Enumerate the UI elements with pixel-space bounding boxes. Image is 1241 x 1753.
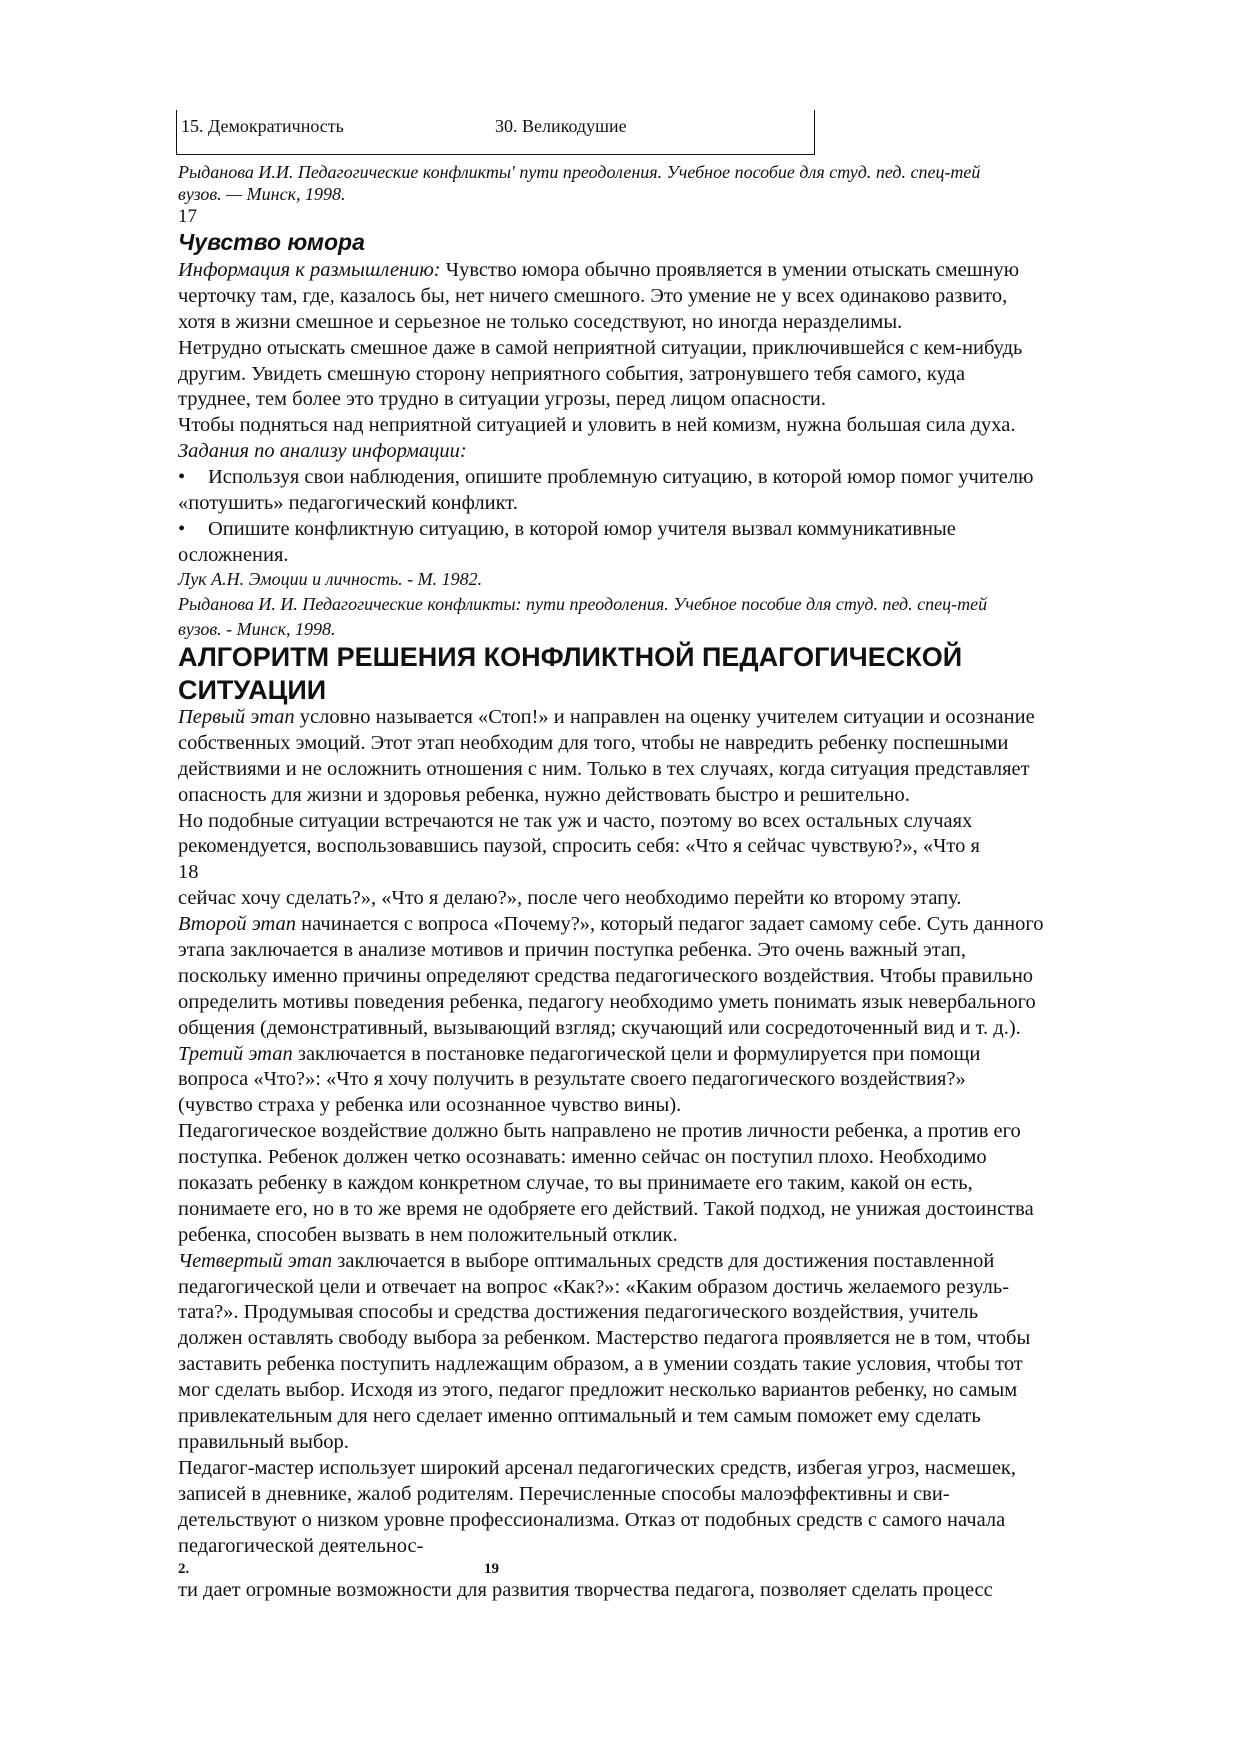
line-text: сейчас хочу сделать?», «Что я делаю?», после чего необходимо перейти ко второму этапу.	[178, 887, 962, 910]
algorithm-text	[178, 705, 1043, 1559]
text-line	[178, 1300, 1043, 1326]
line-text: поступка. Ребенок должен четко осознавать: именно сейчас он поступил плохо. Необходимо	[178, 1146, 987, 1169]
text-line	[178, 783, 1043, 809]
text-line	[178, 1223, 1043, 1249]
line-text: понимаете его, но в то же время не одобряете его действий. Такой подход, не унижая достоинства	[178, 1197, 1034, 1220]
line-text: осложнения.	[178, 543, 289, 566]
line-text: детельствуют о низком уровне профессионализма. Отказ от подобных средств с самого начала	[178, 1508, 1006, 1531]
text-line	[178, 938, 1043, 964]
line-text: педагогической цели и отвечает на вопрос «Как?»: «Каким образом достичь желаемого резуль-	[178, 1275, 1010, 1298]
line-text: Опишите конфликтную ситуацию, в которой юмор учителя вызвал коммуникативные	[208, 517, 956, 540]
italic-lead: Информация к размышлению:	[178, 259, 441, 281]
line-text: заключается в выборе оптимальных средств для достижения поставленной	[332, 1249, 995, 1272]
text-line	[178, 439, 1033, 465]
citation-line: вузов. — Минск, 1998.	[178, 184, 346, 204]
line-text: должен оставлять свободу выбора за ребенком. Мастерство педагога проявляется не в том, чтобы	[178, 1327, 1031, 1350]
line-text: тата?». Продумывая способы и средства достижения педагогического воздействия, учитель	[178, 1301, 979, 1324]
text-line	[178, 1093, 1043, 1119]
line-text: мог сделать выбор. Исходя из этого, педагог предложит несколько вариантов ребенку, но самым	[178, 1379, 1018, 1402]
text-line	[178, 860, 1043, 886]
line-text: черточку там, где, казалось бы, нет ничего смешного. Это умение не у всех одинаково развито,	[178, 284, 1008, 307]
line-text: Чтобы подняться над неприятной ситуацией и уловить в ней комизм, нужна большая сила духа.	[178, 414, 1016, 437]
line-text: хотя в жизни смешное и серьезное не только соседствуют, но иногда неразделимы.	[178, 310, 903, 333]
text-line	[178, 1249, 1043, 1275]
text-line	[178, 1482, 1043, 1508]
line-text: 18	[178, 861, 199, 884]
table-cell-30: 30. Великодушие	[495, 116, 627, 136]
page-number-17: 17	[178, 206, 197, 227]
text-line	[178, 336, 1033, 362]
line-text: Но подобные ситуации встречаются не так уж и часто, поэтому во всех остальных случаях	[178, 809, 973, 832]
text-line	[178, 543, 1033, 569]
line-text: Педагогическое воздействие должно быть направлено не против личности ребенка, а против его	[178, 1120, 1021, 1143]
line-text: показать ребенку в каждом конкретном случае, то вы принимаете его таким, какой он есть,	[178, 1172, 973, 1195]
algorithm-heading	[178, 641, 962, 707]
text-line	[178, 1352, 1043, 1378]
text-line	[178, 1171, 1043, 1197]
line-text: Педагог-мастер использует широкий арсенал педагогических средств, избегая угроз, насмешек,	[178, 1456, 1016, 1479]
line-text: ребенка, способен вызвать в нем положительный отклик.	[178, 1223, 678, 1246]
text-line	[178, 1508, 1043, 1534]
text-line	[178, 705, 1043, 731]
text-line	[178, 1534, 1043, 1560]
text-line	[178, 1378, 1043, 1404]
continuation-line: ти дает огромные возможности для развития творчества педагога, позволяет сделать процесс	[178, 1579, 993, 1601]
line-text: заставить ребенка поступить надлежащим образом, а в умении создать такие условия, чтобы тот	[178, 1353, 1023, 1376]
line-text: записей в дневнике, жалоб родителям. Перечисленные способы малоэффективны и сви-	[178, 1482, 950, 1505]
text-line	[178, 1456, 1043, 1482]
text-line	[178, 990, 1043, 1016]
line-text: этапа заключается в анализе мотивов и причин поступка ребенка. Это очень важный этап,	[178, 939, 966, 962]
text-line	[178, 1042, 1043, 1068]
line-text: другим. Увидеть смешную сторону неприятного события, затронувшего тебя самого, куда	[178, 362, 966, 385]
line-text: Используя свои наблюдения, опишите проблемную ситуацию, в которой юмор помог учителю	[208, 466, 1034, 489]
text-line	[178, 387, 1033, 413]
line-text: условно называется «Стоп!» и направлен на оценку учителем ситуации и осознание	[294, 706, 1035, 728]
text-line	[178, 1326, 1043, 1352]
text-line	[178, 1016, 1043, 1042]
citation-line: Рыданова И.И. Педагогические конфликты' пути преодоления. Учебное пособие для студ. пед. спец-тей	[178, 162, 981, 182]
text-line	[178, 1067, 1043, 1093]
text-line	[178, 258, 1033, 284]
text-line	[178, 1430, 1043, 1456]
text-line	[178, 964, 1043, 990]
line-text: вопроса «Что?»: «Что я хочу получить в результате своего педагогического воздействия?»	[178, 1068, 966, 1091]
italic-lead: Первый этап	[178, 706, 295, 728]
line-text: собственных эмоций. Этот этап необходим для того, чтобы не навредить ребенку поспешными	[178, 731, 1009, 754]
line-text: поскольку именно причины определяют средства педагогического воздействия. Чтобы правильно	[178, 964, 1034, 987]
text-line	[178, 809, 1043, 835]
italic-lead: Третий этап	[178, 1042, 293, 1065]
text-line: Лук А.Н. Эмоции и личность. - М. 1982.	[178, 569, 483, 589]
section-heading-humor: Чувство юмора	[178, 229, 365, 255]
line-text: правильный выбор.	[178, 1430, 349, 1453]
line-text: Нетрудно отыскать смешное даже в самой неприятной ситуации, приключившейся с кем-нибудь	[178, 336, 1023, 359]
italic-lead: Задания по анализу информации:	[178, 440, 467, 463]
italic-lead: Второй этап	[178, 913, 297, 936]
line-text: определить мотивы поведения ребенка, педагогу необходимо уметь понимать язык невербального	[178, 990, 1036, 1013]
citation-2	[178, 567, 987, 642]
text-line	[178, 1275, 1043, 1301]
italic-lead: Четвертый этап	[178, 1249, 333, 1272]
text-line	[178, 491, 1033, 517]
text-line: Рыданова И. И. Педагогические конфликты: пути преодоления. Учебное пособие для студ. пед. спец-тей	[178, 594, 988, 614]
text-line	[178, 413, 1033, 439]
text-line: вузов. - Минск, 1998.	[178, 619, 336, 639]
line-text: рекомендуется, воспользовавшись паузой, спросить себя: «Что я сейчас чувствую?», «Что я	[178, 835, 980, 858]
algorithm-heading-line: СИТУАЦИИ	[178, 675, 327, 705]
text-line	[178, 834, 1043, 860]
line-text: труднее, тем более это трудно в ситуации угрозы, перед лицом опасности.	[178, 388, 826, 411]
bullet-icon: •	[178, 466, 186, 489]
footer-page-number: 19	[484, 1561, 499, 1577]
line-text: начинается с вопроса «Почему?», который педагог задает самому себе. Суть данного	[296, 913, 1044, 936]
qualities-table	[176, 110, 815, 155]
line-text: общения (демонстративный, вызывающий взгляд; скучающий или сосредоточенный вид и т. д.).	[178, 1016, 1021, 1039]
humor-text	[178, 258, 1033, 569]
footer-marker: 2.	[178, 1561, 190, 1577]
line-text: «потушить» педагогический конфликт.	[178, 492, 518, 515]
text-line	[178, 362, 1033, 388]
text-line	[178, 1404, 1043, 1430]
bullet-icon: •	[178, 517, 186, 540]
text-line	[178, 517, 1033, 543]
text-line	[178, 1145, 1043, 1171]
line-text: опасность для жизни и здоровья ребенка, нужно действовать быстро и решительно.	[178, 783, 910, 806]
table-cell-15: 15. Демократичность	[181, 116, 344, 136]
line-text: (чувство страха у ребенка или осознанное чувство вины).	[178, 1094, 682, 1117]
line-text: заключается в постановке педагогической цели и формулируется при помощи	[292, 1042, 981, 1065]
line-text: привлекательным для него сделает именно оптимальный и тем самым поможет ему сделать	[178, 1405, 981, 1428]
text-line	[178, 731, 1043, 757]
text-line	[178, 465, 1033, 491]
text-line	[178, 310, 1033, 336]
text-line	[178, 886, 1043, 912]
text-line	[178, 1119, 1043, 1145]
citation-1	[178, 161, 980, 205]
line-text: Чувство юмора обычно проявляется в умении отыскать смешную	[440, 259, 1020, 281]
line-text: педагогической деятельнос-	[178, 1534, 424, 1557]
line-text: действиями и не осложнить отношения с ним. Только в тех случаях, когда ситуация представляет	[178, 757, 1030, 780]
text-line	[178, 284, 1033, 310]
text-line	[178, 1197, 1043, 1223]
text-line	[178, 757, 1043, 783]
algorithm-heading-line: АЛГОРИТМ РЕШЕНИЯ КОНФЛИКТНОЙ ПЕДАГОГИЧЕСКОЙ	[178, 642, 963, 672]
text-line	[178, 912, 1043, 938]
